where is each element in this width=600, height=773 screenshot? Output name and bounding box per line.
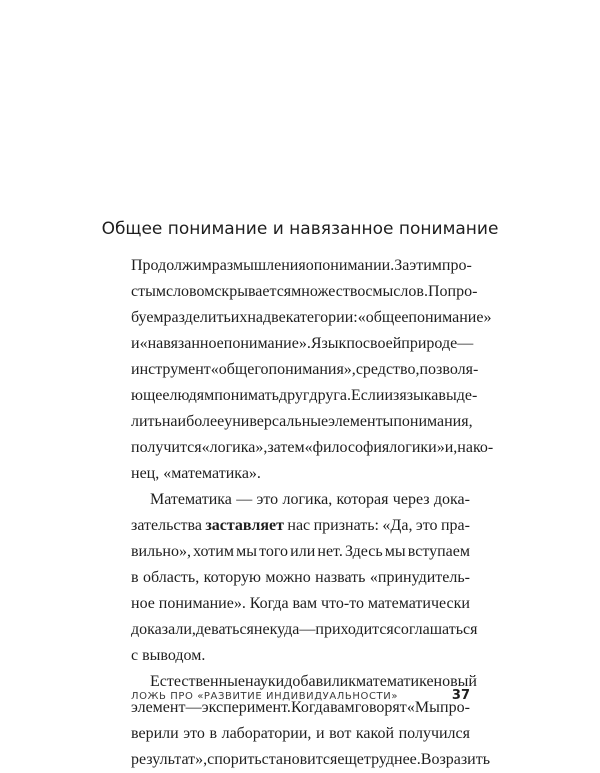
word: — <box>185 699 202 716</box>
word: которая <box>336 491 389 508</box>
word: природе <box>401 335 458 352</box>
word: Когда <box>249 595 289 612</box>
word: и <box>315 725 325 742</box>
text-line <box>131 643 470 669</box>
word: «философия <box>304 439 390 456</box>
word: своей <box>362 335 402 352</box>
word: признать: <box>313 517 379 534</box>
word: ющее <box>131 387 170 404</box>
word: пра- <box>440 517 470 534</box>
word: «навязанное <box>139 335 224 352</box>
word: выводом. <box>142 647 206 664</box>
word: труднее. <box>363 751 421 768</box>
running-head: ЛОЖЬ ПРО «РАЗВИТИЕ ИНДИВИДУАЛЬНОСТИ» <box>131 691 399 702</box>
word: деваться <box>195 621 254 638</box>
word: нас <box>287 517 311 534</box>
text-line <box>131 357 479 383</box>
text-line <box>131 331 474 357</box>
word: какой <box>355 725 395 742</box>
word: «логика», <box>201 439 268 456</box>
word: их <box>230 309 248 326</box>
word: по <box>346 335 363 352</box>
word: новый <box>433 673 477 690</box>
word: наиболее <box>161 413 225 430</box>
word: понимание». <box>223 335 311 352</box>
word: вам <box>292 595 318 612</box>
word: понимания, <box>393 413 473 430</box>
word: на <box>247 309 263 326</box>
text-line <box>131 747 491 773</box>
word: вот <box>329 725 352 742</box>
word: универсальные <box>224 413 329 430</box>
word: инструмент <box>131 361 211 378</box>
text-line <box>131 305 492 331</box>
word: это <box>256 491 279 508</box>
word: понимания», <box>268 361 356 378</box>
text-line <box>131 461 470 487</box>
word: того <box>259 543 289 560</box>
word: вступаем <box>407 543 470 560</box>
text-line <box>131 253 470 279</box>
word: смыслов. <box>365 283 428 300</box>
word: позволя- <box>419 361 479 378</box>
text-line <box>131 539 470 565</box>
word: людям <box>169 387 215 404</box>
text-line <box>131 513 470 539</box>
word: верили <box>131 725 179 742</box>
word: область, <box>143 569 200 586</box>
word: — <box>457 335 474 352</box>
word: средство, <box>355 361 420 378</box>
word: категории: <box>285 309 358 326</box>
word: это <box>415 517 438 534</box>
word: этим <box>409 257 442 274</box>
word: размышления <box>211 257 306 274</box>
word: еще <box>337 751 364 768</box>
word: Естественные <box>150 673 245 690</box>
word: дока- <box>433 491 470 508</box>
text-line <box>131 487 470 513</box>
word: и, <box>444 439 458 456</box>
word: с <box>131 647 139 664</box>
word: в <box>209 725 218 742</box>
word: результат», <box>131 751 208 768</box>
text-line <box>131 435 494 461</box>
word: языка <box>399 387 439 404</box>
word: что-то <box>321 595 364 612</box>
word: становится <box>261 751 338 768</box>
word: друга. <box>309 387 352 404</box>
word: «математика». <box>163 465 261 482</box>
word: За <box>394 257 410 274</box>
word: лаборатории, <box>221 725 312 742</box>
word: «общее <box>357 309 409 326</box>
word: стым <box>131 283 166 300</box>
word: скрывается <box>214 283 292 300</box>
word: из <box>384 387 400 404</box>
word: про- <box>441 257 472 274</box>
word: буем <box>131 309 164 326</box>
word: «общего <box>210 361 269 378</box>
word: математике <box>356 673 434 690</box>
word: и <box>131 335 140 352</box>
word: нако- <box>457 439 494 456</box>
word: две <box>263 309 286 326</box>
word: Если <box>351 387 385 404</box>
word: понимание». <box>158 595 246 612</box>
word: через <box>392 491 430 508</box>
text-line <box>131 279 478 305</box>
word: разделить <box>163 309 231 326</box>
word: науки <box>245 673 285 690</box>
page-number: 37 <box>451 688 470 703</box>
section-heading: Общее понимание и навязанное понимание <box>101 219 499 239</box>
word: о <box>305 257 314 274</box>
word: зательства <box>131 517 202 534</box>
word: элемент <box>131 699 186 716</box>
word: нет. <box>317 543 343 560</box>
word: которую <box>203 569 261 586</box>
word: вам <box>330 699 355 716</box>
word: к <box>348 673 357 690</box>
word: элементы <box>328 413 394 430</box>
text-line <box>131 565 470 591</box>
word: — <box>299 621 316 638</box>
word: лить <box>131 413 162 430</box>
text-line <box>131 383 478 409</box>
text-line <box>131 409 473 435</box>
word: Язык <box>310 335 347 352</box>
word: Здесь <box>344 543 383 560</box>
word: друг <box>278 387 310 404</box>
word: Возразить <box>420 751 491 768</box>
word: доказали, <box>131 621 196 638</box>
word: или <box>290 543 316 560</box>
word: понимание» <box>408 309 492 326</box>
word: понимании. <box>313 257 395 274</box>
word: в <box>131 569 139 586</box>
word: — <box>236 491 253 508</box>
text-line <box>131 591 470 617</box>
word: соглашаться <box>393 621 478 638</box>
word: получится <box>131 439 202 456</box>
word: логики» <box>389 439 445 456</box>
word: про- <box>440 699 470 716</box>
text-line <box>131 721 470 747</box>
word: логика, <box>282 491 333 508</box>
word: выде- <box>438 387 478 404</box>
word: математически <box>367 595 470 612</box>
word: это <box>183 725 205 742</box>
word: «Мы <box>406 699 440 716</box>
word: «Да, <box>382 517 413 534</box>
word: заставляет <box>205 517 284 534</box>
word: приходится <box>315 621 394 638</box>
word: спорить <box>207 751 262 768</box>
word: «принудитель- <box>369 569 470 586</box>
word: множество <box>291 283 366 300</box>
word: некуда <box>253 621 300 638</box>
word: ное <box>131 595 155 612</box>
word: вильно», <box>131 543 191 560</box>
text-line <box>131 617 478 643</box>
word: Продолжим <box>131 257 212 274</box>
word: Когда <box>291 699 330 716</box>
word: назвать <box>315 569 366 586</box>
word: эксперимент. <box>201 699 291 716</box>
word: добавили <box>284 673 349 690</box>
page-footer <box>131 688 470 703</box>
word: мы <box>384 543 406 560</box>
word: мы <box>236 543 257 560</box>
word: нец, <box>131 465 160 482</box>
word: Попро- <box>427 283 478 300</box>
word: говорят <box>354 699 407 716</box>
word: получился <box>398 725 470 742</box>
word: затем <box>267 439 305 456</box>
word: можно <box>265 569 311 586</box>
word: словом <box>165 283 215 300</box>
word: Математика <box>150 491 232 508</box>
word: понимать <box>214 387 279 404</box>
word: хотим <box>193 543 234 560</box>
